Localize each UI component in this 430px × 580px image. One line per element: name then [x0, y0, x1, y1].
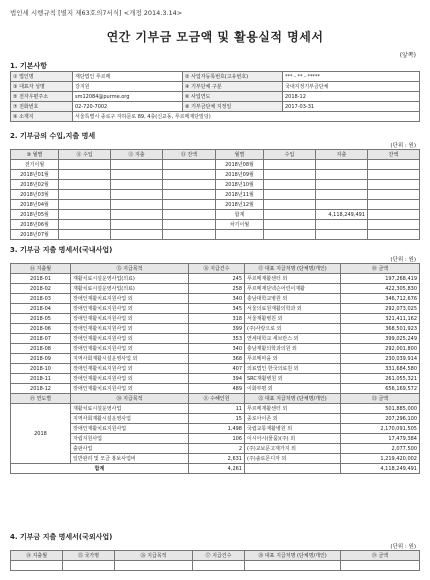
monthly-row	[11, 220, 420, 230]
field-value: 2018-12	[283, 92, 420, 102]
empty-cell	[115, 561, 193, 571]
amount-cell	[368, 220, 420, 230]
yearly-purpose: 지역사회재활시설운영사업	[71, 414, 189, 424]
amount-cell	[264, 230, 316, 240]
column-header: ㉘ 대표 지급처명 (단체명/개인)	[245, 551, 341, 561]
section2-title: 2. 기부금의 수입,지출 명세	[10, 132, 96, 140]
address-value: 서울특별시 종로구 자하문로 89, 4층(신교동, 푸르메재단빌딩)	[73, 112, 420, 122]
amount-cell	[59, 230, 111, 240]
amount-cell	[264, 170, 316, 180]
domestic-expense-row	[11, 294, 420, 304]
expense-amount: 321,411,162	[341, 314, 420, 324]
month-cell: 2018년01월	[11, 170, 59, 180]
field-value: 재단법인 푸르메	[73, 72, 183, 82]
law-reference: 법인세 시행규칙 [별지 제63호의7서식] <개정 2014.3.14>	[10, 9, 183, 17]
column-header: ㉙ 금액	[341, 551, 420, 561]
monthly-row	[11, 180, 420, 190]
yearly-count: 11	[189, 404, 245, 414]
expense-payee: 서울의료원재활의학과 외	[245, 304, 341, 314]
amount-cell	[368, 200, 420, 210]
expense-count: 368	[189, 354, 245, 364]
empty-cell	[245, 561, 341, 571]
expense-month: 2018-07	[11, 334, 71, 344]
monthly-row	[11, 210, 420, 220]
year-cell: 2018	[11, 404, 71, 464]
expense-payee: (주)사랑으로 외	[245, 324, 341, 334]
field-label: ⑤ 전자우편주소	[11, 92, 73, 102]
amount-cell	[111, 190, 163, 200]
yearly-count: 2,631	[189, 454, 245, 464]
amount-cell	[111, 170, 163, 180]
expense-amount: 368,501,923	[341, 324, 420, 334]
yearly-payee: 이시아시(물품)(주) 외	[245, 434, 341, 444]
yearly-payee: (주)교보문고재가지 외	[245, 444, 341, 454]
total-count: 4,261	[189, 464, 245, 474]
yearly-amount: 2,170,091,505	[341, 424, 420, 434]
amount-cell	[163, 170, 216, 180]
yearly-purpose: 일반관리 및 모금 홍보사업비	[71, 454, 189, 464]
expense-count: 489	[189, 384, 245, 394]
amount-cell	[111, 160, 163, 170]
yearly-count: 2	[189, 444, 245, 454]
expense-month: 2018-11	[11, 374, 71, 384]
month-cell: 2018년04월	[11, 200, 59, 210]
expense-payee: 푸르메재단넥슨어린이재활	[245, 284, 341, 294]
expense-count: 345	[189, 304, 245, 314]
expense-month: 2018-03	[11, 294, 71, 304]
expense-amount: 197,268,419	[341, 274, 420, 284]
expense-amount: 331,684,580	[341, 364, 420, 374]
amount-cell	[316, 200, 368, 210]
amount-cell	[316, 170, 368, 180]
yearly-payee: 종로아이존 외	[245, 414, 341, 424]
yearly-header-row	[11, 394, 420, 404]
expense-payee: 이화부평 외	[245, 384, 341, 394]
expense-purpose: 장애인재활치료지원사업 외	[71, 384, 189, 394]
column-header: ⑮ 지급목적	[71, 264, 189, 274]
expense-month: 2018-09	[11, 354, 71, 364]
column-header: ㉖ 지급목적	[115, 551, 193, 561]
expense-purpose: 장애인재활치료지원사업 외	[71, 334, 189, 344]
expense-purpose: 지역사회재활시설운영사업 외	[71, 354, 189, 364]
amount-cell	[368, 170, 420, 180]
amount-cell	[264, 220, 316, 230]
expense-month: 2018-05	[11, 314, 71, 324]
expense-month: 2018-12	[11, 384, 71, 394]
yearly-payee: 푸르메재활센터 외	[245, 404, 341, 414]
address-row	[11, 112, 420, 122]
yearly-payee: (주)솔로몬디자 외	[245, 454, 341, 464]
column-header: ㉔ 지출월	[11, 551, 63, 561]
total-amount: 4,118,249,491	[341, 464, 420, 474]
expense-amount: 346,712,676	[341, 294, 420, 304]
empty-cell	[11, 561, 63, 571]
domestic-expense-row	[11, 354, 420, 364]
column-header: ⑳ 지급목적	[71, 394, 189, 404]
month-cell: 2018년10월	[216, 180, 264, 190]
expense-count: 318	[189, 314, 245, 324]
expense-purpose: 장애인재활치료지원사업 외	[71, 374, 189, 384]
expense-payee: 푸르메마을 외	[245, 354, 341, 364]
amount-cell	[59, 200, 111, 210]
section3-unit: (단위 : 원)	[390, 257, 416, 263]
expense-month: 2018-06	[11, 324, 71, 334]
amount-cell	[316, 220, 368, 230]
expense-payee: 연세대학교 세브란스 외	[245, 334, 341, 344]
amount-cell	[264, 160, 316, 170]
yearly-payee: 국립교통재활병원 외	[245, 424, 341, 434]
month-cell: 2018년07월	[11, 230, 59, 240]
expense-month: 2018-10	[11, 364, 71, 374]
month-cell: 2018년03월	[11, 190, 59, 200]
month-cell: 2018년02월	[11, 180, 59, 190]
amount-cell	[163, 180, 216, 190]
amount-cell	[163, 190, 216, 200]
expense-count: 340	[189, 294, 245, 304]
yearly-count: 1,498	[189, 424, 245, 434]
field-value: 강지원	[73, 82, 183, 92]
expense-amount: 292,073,025	[341, 304, 420, 314]
amount-cell	[368, 230, 420, 240]
amount-cell	[316, 180, 368, 190]
column-header: ⑰ 대표 지급처명 (단체명/개인)	[245, 264, 341, 274]
expense-payee: 충남대학교병원 외	[245, 294, 341, 304]
column-header: ⑲ 연도별	[11, 394, 71, 404]
expense-count: 399	[189, 324, 245, 334]
column-header: ⑫ 지출	[111, 150, 163, 160]
expense-amount: 399,025,249	[341, 334, 420, 344]
amount-cell	[59, 210, 111, 220]
month-cell: 2018년06월	[11, 220, 59, 230]
section1-title: 1. 기본사항	[10, 62, 48, 70]
monthly-row	[11, 170, 420, 180]
domestic-expense-row	[11, 324, 420, 334]
basic-info-row	[11, 102, 420, 112]
expense-purpose: 장애인재활치료지원사업 외	[71, 324, 189, 334]
expense-payee: 의료법인 한국의료원 외	[245, 364, 341, 374]
yearly-expense-row	[11, 434, 420, 444]
yearly-amount: 1,219,420,002	[341, 454, 420, 464]
monthly-row	[11, 230, 420, 240]
amount-cell	[163, 230, 216, 240]
month-cell: 2018년08월	[216, 160, 264, 170]
month-cell: 2018년11월	[216, 190, 264, 200]
field-label: ⑦ 전화번호	[11, 102, 73, 112]
empty-cell	[63, 561, 115, 571]
column-header: ⑬ 잔액	[163, 150, 216, 160]
month-cell	[216, 230, 264, 240]
amount-cell: 4,118,249,491	[316, 210, 368, 220]
field-label: ① 법인명	[11, 72, 73, 82]
expense-purpose: 장애인재활치료지원사업 외	[71, 294, 189, 304]
domestic-expense-row	[11, 344, 420, 354]
amount-cell	[316, 190, 368, 200]
yearly-expense-row	[11, 404, 420, 414]
form-title: 연간 기부금 모금액 및 활용실적 명세서	[106, 30, 324, 44]
section2-unit: (단위 : 원)	[390, 143, 416, 149]
amount-cell	[368, 160, 420, 170]
expense-purpose: 장애인재활치료지원사업 외	[71, 364, 189, 374]
expense-count: 407	[189, 364, 245, 374]
amount-cell	[264, 190, 316, 200]
month-cell: 합계	[216, 210, 264, 220]
yearly-purpose: 출판사업	[71, 444, 189, 454]
expense-count: 245	[189, 274, 245, 284]
column-header: ㉗ 지급건수	[193, 551, 245, 561]
amount-cell	[111, 180, 163, 190]
domestic-expense-row	[11, 374, 420, 384]
field-label: ④ 기부단체 구분	[183, 82, 283, 92]
section4-unit: (단위 : 원)	[390, 544, 416, 550]
domestic-expense-row	[11, 314, 420, 324]
amount-cell	[59, 220, 111, 230]
expense-payee: 푸르메재활센터 외	[245, 274, 341, 284]
expense-amount: 292,001,800	[341, 344, 420, 354]
expense-count: 258	[189, 284, 245, 294]
domestic-expense-row	[11, 334, 420, 344]
monthly-row	[11, 160, 420, 170]
grand-total-row	[11, 464, 420, 474]
address-label: ⑨ 소재지	[11, 112, 73, 122]
expense-amount: 422,305,830	[341, 284, 420, 294]
income-expense-table	[10, 149, 420, 240]
expense-purpose: 장애인재활치료지원사업 외	[71, 314, 189, 324]
empty-cell	[193, 561, 245, 571]
field-value: sm12084@purme.org	[73, 92, 183, 102]
month-cell: 차기이월	[216, 220, 264, 230]
total-label: 합계	[11, 464, 189, 474]
yearly-expense-row	[11, 424, 420, 434]
domestic-expense-row	[11, 274, 420, 284]
column-header: 수입	[264, 150, 316, 160]
overseas-expense-table	[10, 550, 420, 571]
basic-info-row	[11, 92, 420, 102]
expense-payee: 서울재활병원 외	[245, 314, 341, 324]
amount-cell	[264, 200, 316, 210]
expense-count: 394	[189, 374, 245, 384]
amount-cell	[368, 180, 420, 190]
expense-month: 2018-04	[11, 304, 71, 314]
expense-purpose: 재활치료시설운영사업(의료)	[71, 274, 189, 284]
domestic-expense-row	[11, 364, 420, 374]
amount-cell	[163, 210, 216, 220]
column-header: ㉒ 대표 지급처명 (단체명/개인)	[245, 394, 341, 404]
expense-purpose: 장애인재활치료지원사업 외	[71, 344, 189, 354]
column-header: ⑱ 금액	[341, 264, 420, 274]
amount-cell	[59, 160, 111, 170]
field-value: 2017-03-31	[283, 102, 420, 112]
amount-cell	[368, 210, 420, 220]
amount-cell	[316, 230, 368, 240]
field-label: ③ 대표자 성명	[11, 82, 73, 92]
expense-count: 340	[189, 344, 245, 354]
amount-cell	[163, 220, 216, 230]
yearly-amount: 2,077,500	[341, 444, 420, 454]
section4-title: 4. 기부금 지출 명세서(국외사업)	[10, 533, 113, 541]
expense-amount: 261,055,321	[341, 374, 420, 384]
amount-cell	[368, 190, 420, 200]
yearly-expense-row	[11, 454, 420, 464]
expense-amount: 230,039,914	[341, 354, 420, 364]
month-cell: 2018년12월	[216, 200, 264, 210]
column-header: 잔액	[368, 150, 420, 160]
column-header: ㉕ 국가명	[63, 551, 115, 561]
amount-cell	[264, 210, 316, 220]
basic-info-row	[11, 72, 420, 82]
column-header: ⑭ 지출월	[11, 264, 71, 274]
yearly-purpose: 자립지원사업	[71, 434, 189, 444]
expense-purpose: 재활치료시설운영사업(의료)	[71, 284, 189, 294]
monthly-row	[11, 200, 420, 210]
month-cell: 2018년05월	[11, 210, 59, 220]
total-blank	[245, 464, 341, 474]
month-cell: 전기이월	[11, 160, 59, 170]
domestic-expense-row	[11, 284, 420, 294]
domestic-expense-row	[11, 304, 420, 314]
month-cell: 2018년09월	[216, 170, 264, 180]
yearly-count: 15	[189, 414, 245, 424]
expense-month: 2018-01	[11, 274, 71, 284]
field-value: *** - ** - *****	[283, 72, 420, 82]
yearly-expense-row	[11, 414, 420, 424]
amount-cell	[163, 200, 216, 210]
field-value: 02-720-7002	[73, 102, 183, 112]
field-label: ② 사업자등록번호(고유번호)	[183, 72, 283, 82]
yearly-purpose: 장애인재활치료지원사업	[71, 424, 189, 434]
basic-info-table	[10, 71, 420, 122]
expense-month: 2018-02	[11, 284, 71, 294]
amount-cell	[111, 230, 163, 240]
expense-amount: 656,169,572	[341, 384, 420, 394]
column-header: ㉓ 금액	[341, 394, 420, 404]
expense-count: 353	[189, 334, 245, 344]
yearly-amount: 17,479,384	[341, 434, 420, 444]
column-header: ⑪ 수입	[59, 150, 111, 160]
monthly-row	[11, 190, 420, 200]
column-header: 지출	[316, 150, 368, 160]
expense-purpose: 장애인재활치료지원사업 외	[71, 304, 189, 314]
yearly-amount: 501,885,000	[341, 404, 420, 414]
domestic-expense-table	[10, 263, 420, 474]
field-label: ⑥ 사업연도	[183, 92, 283, 102]
amount-cell	[111, 220, 163, 230]
yearly-expense-row	[11, 444, 420, 454]
front-side-label: (앞쪽)	[399, 52, 416, 59]
domestic-expense-row	[11, 384, 420, 394]
column-header: ⑩ 월별	[11, 150, 59, 160]
field-label: ⑧ 기부금단체 지정일	[183, 102, 283, 112]
column-header: 월별	[216, 150, 264, 160]
yearly-amount: 207,296,100	[341, 414, 420, 424]
yearly-purpose: 재활치료시설운영사업	[71, 404, 189, 414]
expense-payee: 충남재활의학과의원 외	[245, 344, 341, 354]
amount-cell	[316, 160, 368, 170]
empty-cell	[341, 561, 420, 571]
amount-cell	[111, 210, 163, 220]
amount-cell	[264, 180, 316, 190]
amount-cell	[59, 180, 111, 190]
amount-cell	[163, 160, 216, 170]
expense-payee: SRC재활병원 외	[245, 374, 341, 384]
column-header: ⑯ 지급건수	[189, 264, 245, 274]
section3-title: 3. 기부금 지출 명세서(국내사업)	[10, 246, 113, 254]
amount-cell	[59, 190, 111, 200]
expense-month: 2018-08	[11, 344, 71, 354]
amount-cell	[59, 170, 111, 180]
field-value: 국내지정기부금단체	[283, 82, 420, 92]
basic-info-row	[11, 82, 420, 92]
column-header: ㉑ 수혜인원	[189, 394, 245, 404]
yearly-count: 106	[189, 434, 245, 444]
amount-cell	[111, 200, 163, 210]
overseas-empty-row	[11, 561, 420, 571]
